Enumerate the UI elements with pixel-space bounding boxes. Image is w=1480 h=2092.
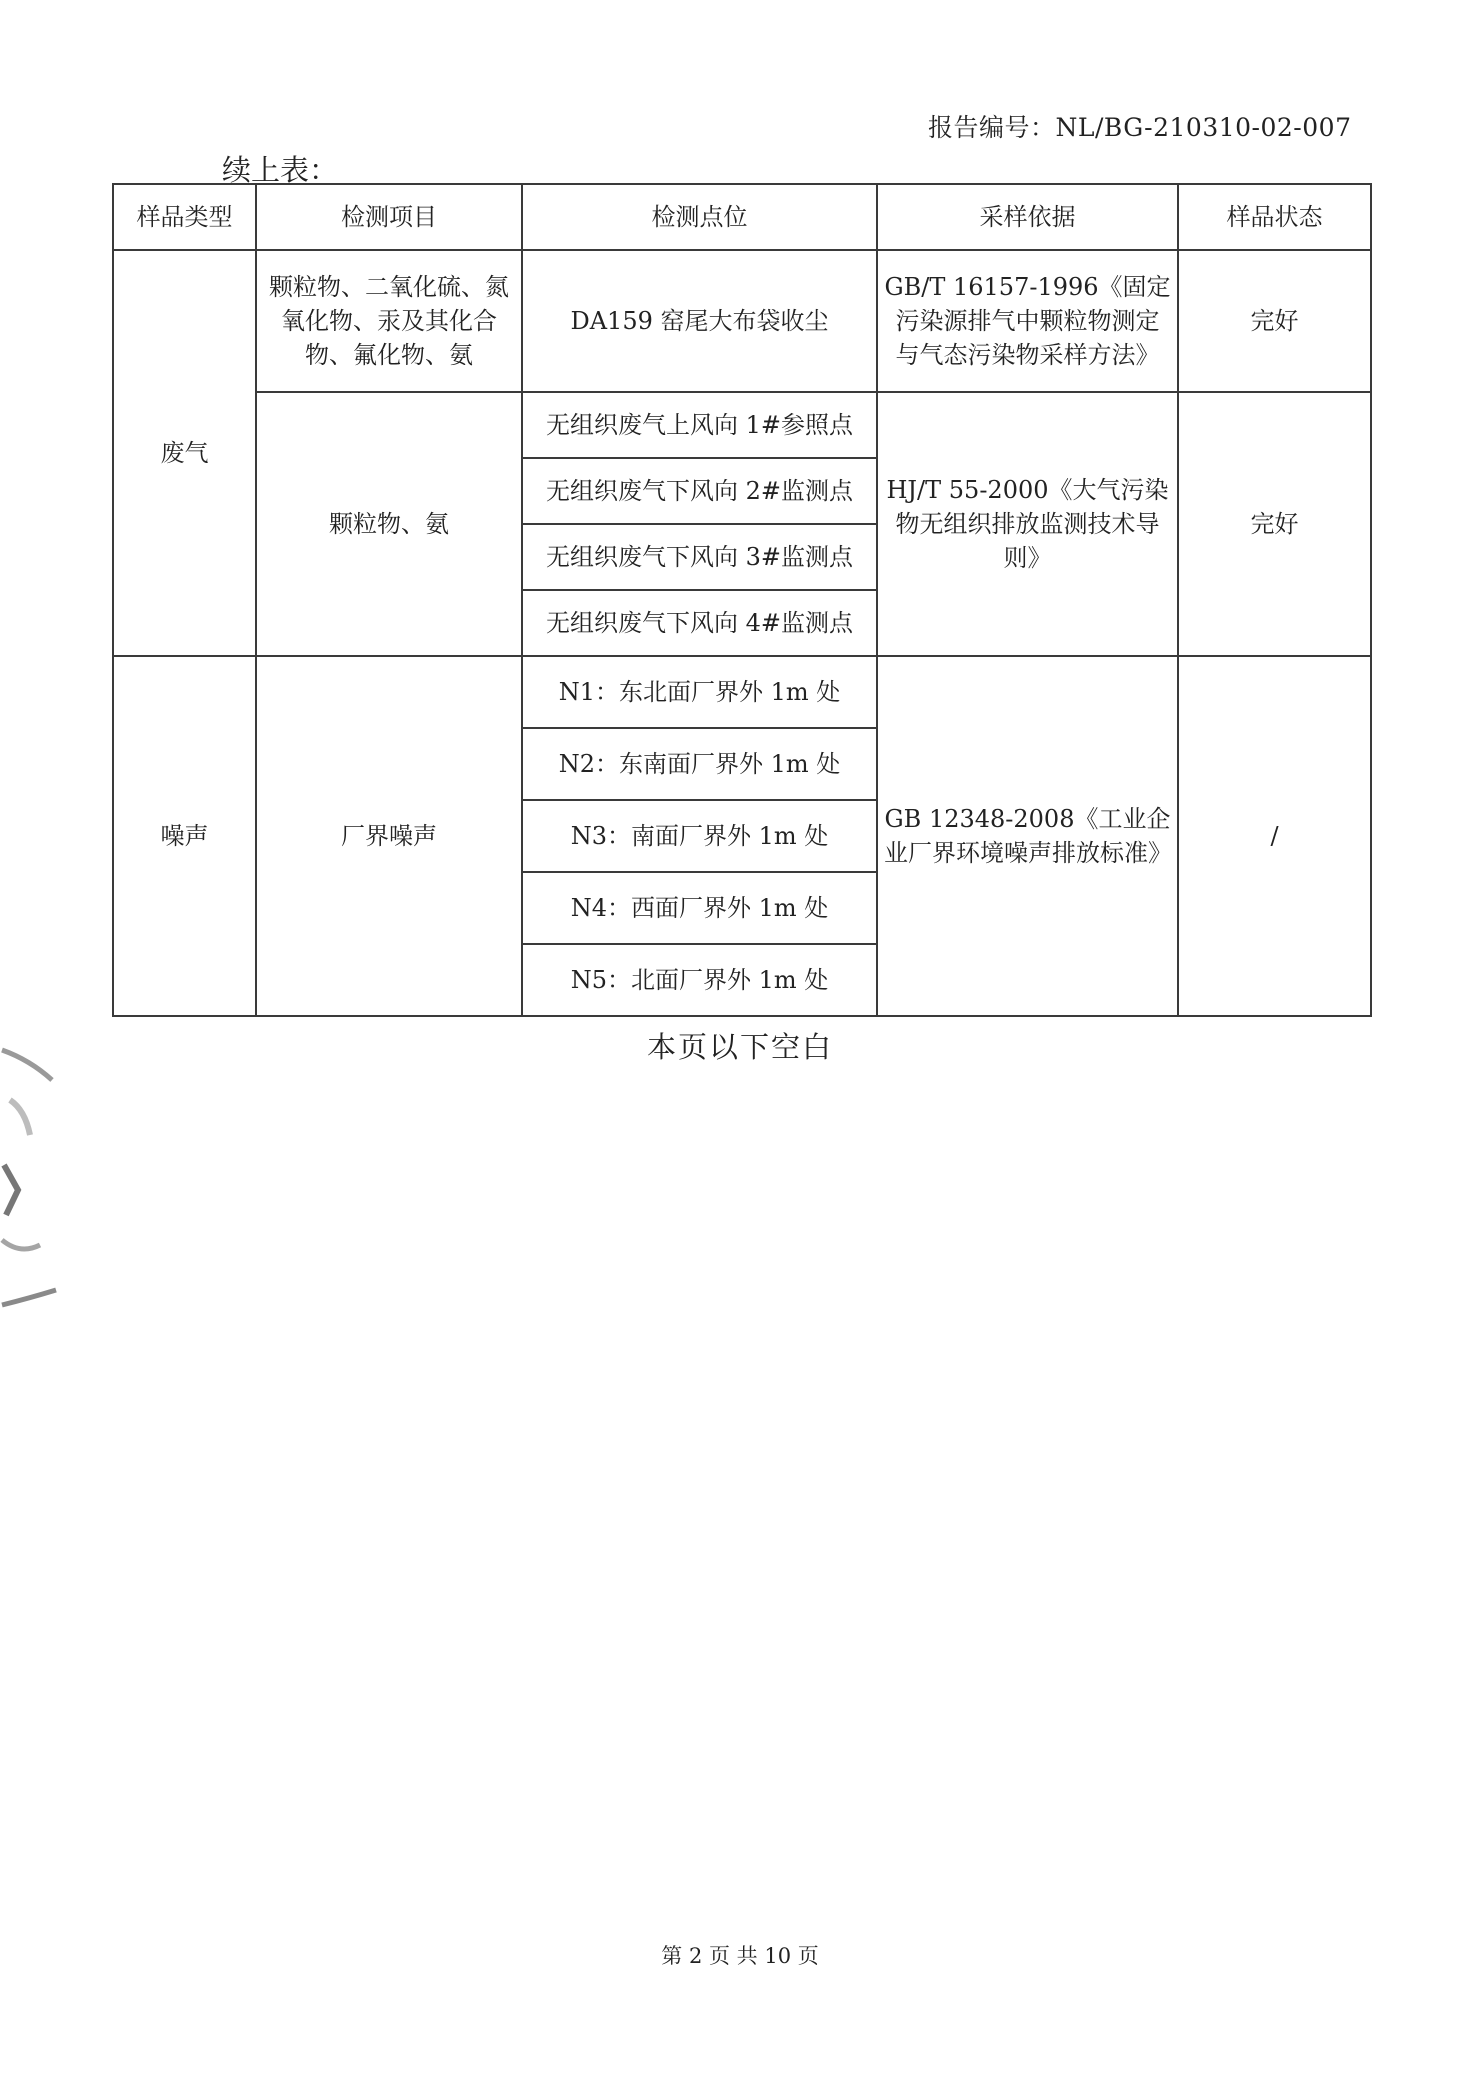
test-point-cell: 无组织废气上风向 1#参照点 — [522, 392, 877, 458]
table-row — [113, 392, 1371, 458]
sample-status-cell: 完好 — [1178, 250, 1371, 392]
report-number: 报告编号：NL/BG-210310-02-007 — [928, 113, 1352, 142]
col-header-sample-type: 样品类型 — [113, 184, 256, 250]
test-item-cell: 颗粒物、氨 — [256, 392, 522, 656]
test-point-cell: N5：北面厂界外 1m 处 — [522, 944, 877, 1016]
test-point-cell: DA159 窑尾大布袋收尘 — [522, 250, 877, 392]
col-header-test-item: 检测项目 — [256, 184, 522, 250]
test-point-cell: N2：东南面厂界外 1m 处 — [522, 728, 877, 800]
continued-table-label: 续上表： — [222, 153, 339, 187]
col-header-sample-status: 样品状态 — [1178, 184, 1371, 250]
sampling-basis-cell: GB/T 16157-1996《固定污染源排气中颗粒物测定与气态污染物采样方法》 — [877, 250, 1178, 392]
sample-status-cell: 完好 — [1178, 392, 1371, 656]
table-header-row — [113, 184, 1371, 250]
sampling-info-table — [112, 183, 1372, 1017]
sampling-basis-cell: GB 12348-2008《工业企业厂界环境噪声排放标准》 — [877, 656, 1178, 1016]
sample-type-noise: 噪声 — [113, 656, 256, 1016]
test-item-cell: 厂界噪声 — [256, 656, 522, 1016]
test-item-cell: 颗粒物、二氧化硫、氮氧化物、汞及其化合物、氟化物、氨 — [256, 250, 522, 392]
page-footer: 第 2 页 共 10 页 — [661, 1944, 819, 1968]
test-point-cell: 无组织废气下风向 4#监测点 — [522, 590, 877, 656]
test-point-cell: N3：南面厂界外 1m 处 — [522, 800, 877, 872]
sample-status-cell: / — [1178, 656, 1371, 1016]
sampling-basis-cell: HJ/T 55-2000《大气污染物无组织排放监测技术导则》 — [877, 392, 1178, 656]
sample-type-waste-gas: 废气 — [113, 250, 256, 656]
test-point-cell: N4：西面厂界外 1m 处 — [522, 872, 877, 944]
col-header-test-point: 检测点位 — [522, 184, 877, 250]
test-point-cell: 无组织废气下风向 2#监测点 — [522, 458, 877, 524]
col-header-sampling-basis: 采样依据 — [877, 184, 1178, 250]
test-point-cell: N1：东北面厂界外 1m 处 — [522, 656, 877, 728]
blank-below-note: 本页以下空白 — [646, 1030, 833, 1064]
table-row — [113, 250, 1371, 392]
table-row — [113, 656, 1371, 728]
partial-seal-stamp — [0, 1040, 60, 1330]
test-point-cell: 无组织废气下风向 3#监测点 — [522, 524, 877, 590]
